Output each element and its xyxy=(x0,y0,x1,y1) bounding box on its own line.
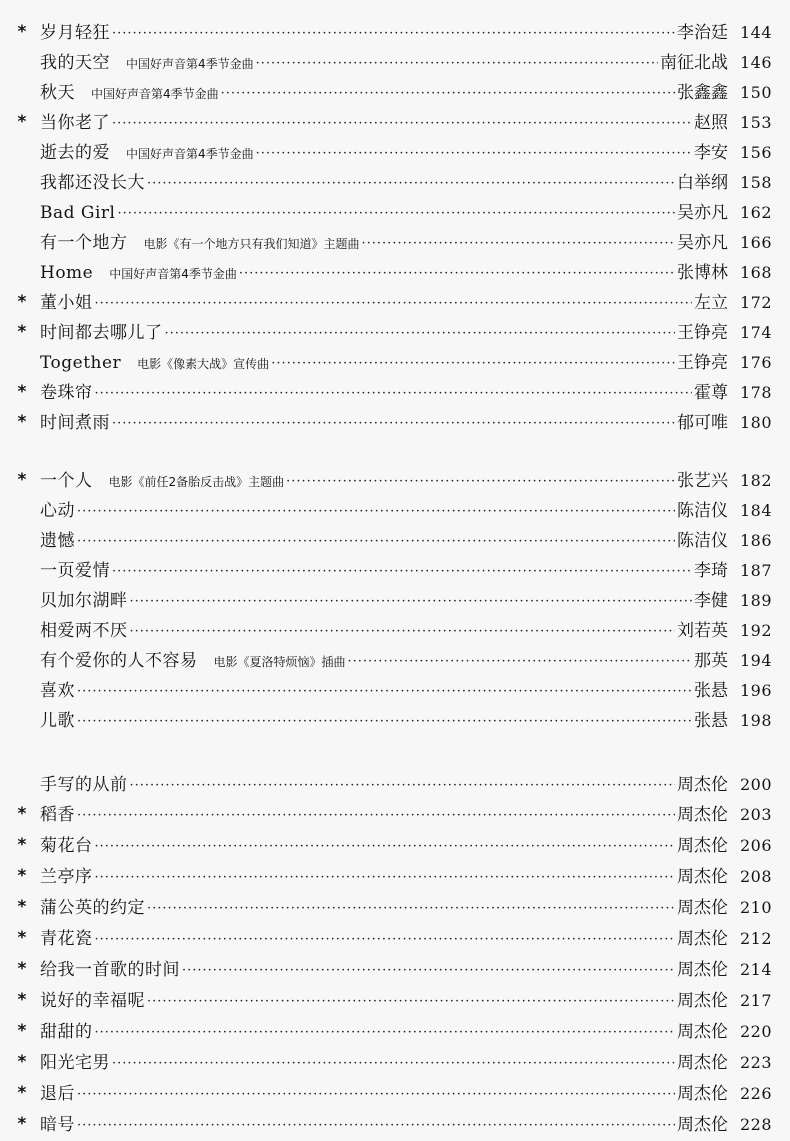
song-title: 稻香 xyxy=(40,805,75,825)
toc-entry[interactable] xyxy=(0,314,790,344)
toc-entry[interactable] xyxy=(0,164,790,194)
page-number: 189 xyxy=(739,591,772,610)
toc-entry[interactable] xyxy=(0,582,790,612)
artist-name: 赵照 xyxy=(694,113,728,133)
page-number: 144 xyxy=(739,23,772,42)
dot-leader xyxy=(77,682,692,702)
toc-entry[interactable] xyxy=(0,796,790,826)
toc-line xyxy=(40,959,772,981)
song-title: 我都还没长大 xyxy=(40,173,145,193)
song-title: 蒲公英的约定 xyxy=(40,898,145,918)
dot-leader xyxy=(77,806,675,826)
page-number: 214 xyxy=(739,960,772,979)
song-title: 逝去的爱 xyxy=(40,143,110,163)
dot-leader xyxy=(77,1116,675,1136)
page-number: 194 xyxy=(739,651,772,670)
page-number: 176 xyxy=(739,353,772,372)
dot-leader xyxy=(112,414,675,434)
toc-entry[interactable] xyxy=(0,462,790,492)
song-title: Home xyxy=(40,263,94,283)
page-number: 186 xyxy=(739,531,772,550)
dot-leader xyxy=(147,174,675,194)
dot-leader xyxy=(95,868,676,888)
toc-entry[interactable] xyxy=(0,1106,790,1136)
artist-name: 刘若英 xyxy=(677,621,728,641)
toc-line xyxy=(40,1021,772,1043)
artist-name: 李治廷 xyxy=(677,23,728,43)
page-number: 158 xyxy=(739,173,772,192)
song-title: 心动 xyxy=(40,501,75,521)
toc-line xyxy=(40,412,772,434)
song-title: Bad Girl xyxy=(40,203,116,223)
toc-entry[interactable] xyxy=(0,766,790,796)
dot-leader xyxy=(130,622,676,642)
toc-line xyxy=(40,710,772,732)
artist-name: 李安 xyxy=(694,143,728,163)
song-note: 中国好声音第4季节金曲 xyxy=(109,267,237,281)
page-number: 150 xyxy=(739,83,772,102)
page-number: 172 xyxy=(739,293,772,312)
toc-entry[interactable] xyxy=(0,920,790,950)
toc-entry[interactable] xyxy=(0,858,790,888)
toc-entry[interactable] xyxy=(0,522,790,552)
toc-line xyxy=(40,897,772,919)
toc-line xyxy=(40,322,772,344)
artist-name: 陈洁仪 xyxy=(677,501,728,521)
page-number: 178 xyxy=(739,383,772,402)
dot-leader xyxy=(362,234,675,254)
artist-name: 周杰伦 xyxy=(677,1053,728,1073)
artist-name: 周杰伦 xyxy=(677,1115,728,1135)
dot-leader xyxy=(130,592,693,612)
artist-name: 张博林 xyxy=(677,263,728,283)
artist-name: 陈洁仪 xyxy=(677,531,728,551)
song-title: Together xyxy=(40,353,122,373)
dot-leader xyxy=(286,472,675,492)
toc-entry[interactable] xyxy=(0,982,790,1012)
song-title: 暗号 xyxy=(40,1115,75,1135)
song-title: 当你老了 xyxy=(40,113,110,133)
song-note: 中国好声音第4季节金曲 xyxy=(126,147,254,161)
song-title: 手写的从前 xyxy=(40,775,128,795)
favorite-star-marker: * xyxy=(17,1083,27,1103)
toc-line xyxy=(40,1052,772,1074)
artist-name: 张艺兴 xyxy=(677,471,728,491)
page-number: 217 xyxy=(739,991,772,1010)
artist-name: 李健 xyxy=(694,591,728,611)
song-title: 给我一首歌的时间 xyxy=(40,960,180,980)
toc-entry[interactable] xyxy=(0,254,790,284)
toc-line xyxy=(40,804,772,826)
toc-line xyxy=(40,232,772,254)
toc-line xyxy=(40,142,772,164)
toc-entry[interactable] xyxy=(0,951,790,981)
toc-line xyxy=(40,292,772,314)
page-number: 198 xyxy=(739,711,772,730)
artist-name: 李琦 xyxy=(694,561,728,581)
song-title: 说好的幸福呢 xyxy=(40,991,145,1011)
page-number: 184 xyxy=(739,501,772,520)
dot-leader xyxy=(77,532,675,552)
song-title: 秋天 xyxy=(40,83,75,103)
song-title: 青花瓷 xyxy=(40,929,93,949)
song-title: 有个爱你的人不容易 xyxy=(40,651,198,671)
favorite-star-marker: * xyxy=(17,322,27,342)
toc-entry[interactable] xyxy=(0,1075,790,1105)
page-number: 156 xyxy=(739,143,772,162)
page-number: 166 xyxy=(739,233,772,252)
dot-leader xyxy=(348,652,692,672)
toc-entry[interactable] xyxy=(0,104,790,134)
toc-entry[interactable] xyxy=(0,374,790,404)
page-number: 187 xyxy=(739,561,772,580)
toc-line xyxy=(40,928,772,950)
dot-leader xyxy=(112,562,692,582)
toc-line xyxy=(40,866,772,888)
artist-name: 王铮亮 xyxy=(677,323,728,343)
artist-name: 张鑫鑫 xyxy=(677,83,728,103)
artist-name: 周杰伦 xyxy=(677,960,728,980)
toc-line xyxy=(40,262,772,284)
song-title: 岁月轻狂 xyxy=(40,23,110,43)
dot-leader xyxy=(112,114,692,134)
favorite-star-marker: * xyxy=(17,959,27,979)
dot-leader xyxy=(239,264,675,284)
toc-line xyxy=(40,470,772,492)
page-number: 182 xyxy=(739,471,772,490)
dot-leader xyxy=(256,54,658,74)
artist-name: 郁可唯 xyxy=(677,413,728,433)
toc-entry[interactable] xyxy=(0,612,790,642)
dot-leader xyxy=(221,84,675,104)
dot-leader xyxy=(77,502,675,522)
page-number: 192 xyxy=(739,621,772,640)
favorite-star-marker: * xyxy=(17,866,27,886)
dot-leader xyxy=(95,1023,676,1043)
song-title: 甜甜的 xyxy=(40,1022,93,1042)
dot-leader xyxy=(95,384,693,404)
favorite-star-marker: * xyxy=(17,382,27,402)
artist-name: 周杰伦 xyxy=(677,805,728,825)
favorite-star-marker: * xyxy=(17,897,27,917)
toc-line xyxy=(40,650,772,672)
song-title: 卷珠帘 xyxy=(40,383,93,403)
dot-leader xyxy=(147,992,675,1012)
page-number: 226 xyxy=(739,1084,772,1103)
toc-entry[interactable] xyxy=(0,224,790,254)
artist-name: 白举纲 xyxy=(677,173,728,193)
toc-entry[interactable] xyxy=(0,827,790,857)
dot-leader xyxy=(95,294,693,314)
song-title: 相爱两不厌 xyxy=(40,621,128,641)
song-title: 阳光宅男 xyxy=(40,1053,110,1073)
page-number: 206 xyxy=(739,836,772,855)
song-note: 电影《夏洛特烦恼》插曲 xyxy=(213,655,346,669)
toc-entry[interactable] xyxy=(0,642,790,672)
toc-line xyxy=(40,835,772,857)
artist-name: 王铮亮 xyxy=(677,353,728,373)
artist-name: 霍尊 xyxy=(694,383,728,403)
toc-entry[interactable] xyxy=(0,284,790,314)
song-title: 有一个地方 xyxy=(40,233,128,253)
dot-leader xyxy=(77,712,692,732)
artist-name: 左立 xyxy=(694,293,728,313)
favorite-star-marker: * xyxy=(17,1052,27,1072)
dot-leader xyxy=(95,837,676,857)
dot-leader xyxy=(112,1054,675,1074)
favorite-star-marker: * xyxy=(17,112,27,132)
song-title: 贝加尔湖畔 xyxy=(40,591,128,611)
song-title: 遗憾 xyxy=(40,531,75,551)
artist-name: 张悬 xyxy=(694,681,728,701)
toc-entry[interactable] xyxy=(0,672,790,702)
dot-leader xyxy=(147,899,675,919)
toc-entry[interactable] xyxy=(0,344,790,374)
favorite-star-marker: * xyxy=(17,22,27,42)
toc-line xyxy=(40,774,772,796)
page-number: 223 xyxy=(739,1053,772,1072)
dot-leader xyxy=(256,144,692,164)
dot-leader xyxy=(182,961,675,981)
page-number: 168 xyxy=(739,263,772,282)
toc-line xyxy=(40,590,772,612)
favorite-star-marker: * xyxy=(17,292,27,312)
toc-line xyxy=(40,620,772,642)
toc-line xyxy=(40,500,772,522)
favorite-star-marker: * xyxy=(17,1021,27,1041)
artist-name: 张悬 xyxy=(694,711,728,731)
toc-entry[interactable] xyxy=(0,552,790,582)
song-title: 儿歌 xyxy=(40,711,75,731)
song-title: 一个人 xyxy=(40,471,93,491)
song-title: 董小姐 xyxy=(40,293,93,313)
page-number: 200 xyxy=(739,775,772,794)
toc-entry[interactable] xyxy=(0,1013,790,1043)
page-number: 203 xyxy=(739,805,772,824)
artist-name: 周杰伦 xyxy=(677,1022,728,1042)
toc-entry[interactable] xyxy=(0,889,790,919)
song-title: 喜欢 xyxy=(40,681,75,701)
favorite-star-marker: * xyxy=(17,412,27,432)
artist-name: 吴亦凡 xyxy=(677,203,728,223)
favorite-star-marker: * xyxy=(17,928,27,948)
toc-entry[interactable] xyxy=(0,14,790,44)
toc-line xyxy=(40,530,772,552)
song-title: 兰亭序 xyxy=(40,867,93,887)
page-number: 212 xyxy=(739,929,772,948)
song-title: 我的天空 xyxy=(40,53,110,73)
song-note: 中国好声音第4季节金曲 xyxy=(126,57,254,71)
artist-name: 吴亦凡 xyxy=(677,233,728,253)
dot-leader xyxy=(165,324,676,344)
artist-name: 周杰伦 xyxy=(677,836,728,856)
song-note: 电影《前任2备胎反击战》主题曲 xyxy=(108,475,285,489)
favorite-star-marker: * xyxy=(17,804,27,824)
toc-entry[interactable] xyxy=(0,134,790,164)
toc-line xyxy=(40,1114,772,1136)
page-number: 180 xyxy=(739,413,772,432)
song-note: 电影《有一个地方只有我们知道》主题曲 xyxy=(143,237,360,251)
toc-line xyxy=(40,680,772,702)
dot-leader xyxy=(95,930,676,950)
page-number: 162 xyxy=(739,203,772,222)
toc-entry[interactable] xyxy=(0,404,790,434)
toc-line xyxy=(40,172,772,194)
page-number: 196 xyxy=(739,681,772,700)
toc-line xyxy=(40,382,772,404)
page-number: 146 xyxy=(739,53,772,72)
toc-line xyxy=(40,82,772,104)
dot-leader xyxy=(118,204,676,224)
page-number: 228 xyxy=(739,1115,772,1134)
artist-name: 南征北战 xyxy=(660,53,728,73)
song-note: 电影《像素大战》宣传曲 xyxy=(137,357,270,371)
song-note: 中国好声音第4季节金曲 xyxy=(91,87,219,101)
page-number: 174 xyxy=(739,323,772,342)
artist-name: 周杰伦 xyxy=(677,991,728,1011)
song-title: 一页爱情 xyxy=(40,561,110,581)
toc-entry[interactable] xyxy=(0,492,790,522)
song-title: 时间都去哪儿了 xyxy=(40,323,163,343)
toc-entry[interactable] xyxy=(0,74,790,104)
favorite-star-marker: * xyxy=(17,990,27,1010)
dot-leader xyxy=(130,776,676,796)
song-title: 退后 xyxy=(40,1084,75,1104)
toc-entry[interactable] xyxy=(0,1044,790,1074)
artist-name: 周杰伦 xyxy=(677,898,728,918)
toc-entry[interactable] xyxy=(0,194,790,224)
song-title: 时间煮雨 xyxy=(40,413,110,433)
dot-leader xyxy=(271,354,675,374)
toc-line xyxy=(40,1083,772,1105)
toc-line xyxy=(40,52,772,74)
toc-line xyxy=(40,990,772,1012)
page-number: 208 xyxy=(739,867,772,886)
toc-line xyxy=(40,112,772,134)
page-number: 220 xyxy=(739,1022,772,1041)
toc-line xyxy=(40,22,772,44)
artist-name: 周杰伦 xyxy=(677,1084,728,1104)
favorite-star-marker: * xyxy=(17,1114,27,1134)
song-title: 菊花台 xyxy=(40,836,93,856)
dot-leader xyxy=(77,1085,675,1105)
favorite-star-marker: * xyxy=(17,470,27,490)
toc-line xyxy=(40,560,772,582)
page-number: 210 xyxy=(739,898,772,917)
favorite-star-marker: * xyxy=(17,835,27,855)
artist-name: 周杰伦 xyxy=(677,775,728,795)
artist-name: 那英 xyxy=(694,651,728,671)
page-number: 153 xyxy=(739,113,772,132)
dot-leader xyxy=(112,24,675,44)
artist-name: 周杰伦 xyxy=(677,867,728,887)
artist-name: 周杰伦 xyxy=(677,929,728,949)
toc-line xyxy=(40,352,772,374)
toc-line xyxy=(40,202,772,224)
toc-entry[interactable] xyxy=(0,702,790,732)
toc-entry[interactable] xyxy=(0,44,790,74)
